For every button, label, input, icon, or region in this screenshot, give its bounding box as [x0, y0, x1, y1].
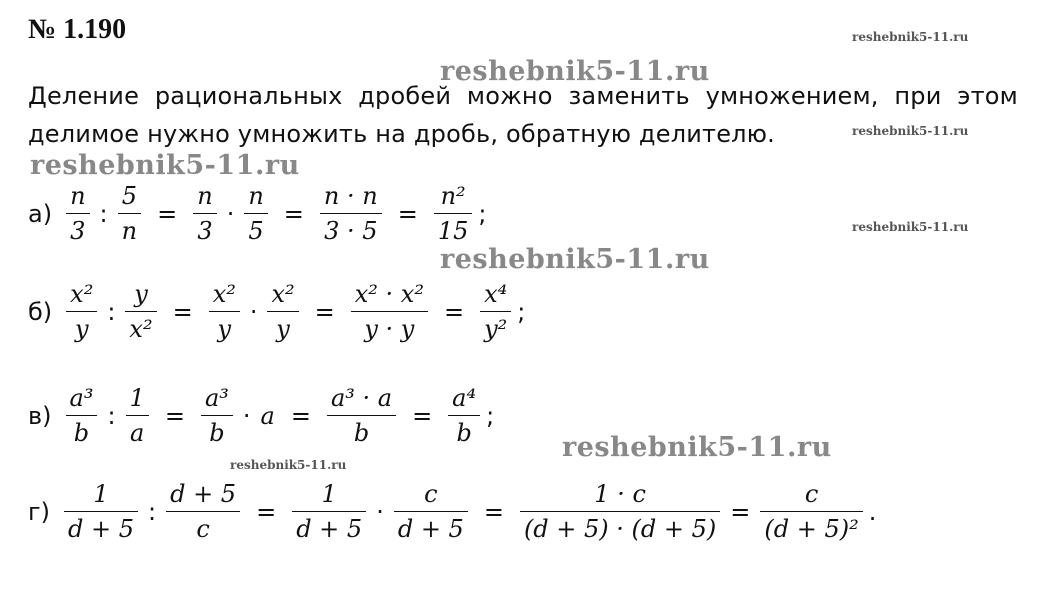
variable: a: [260, 401, 275, 430]
numerator: d + 5: [170, 480, 237, 508]
fraction: [126, 384, 149, 447]
equals-sign: =: [172, 297, 193, 326]
numerator: y: [134, 280, 148, 308]
item-label-v: в): [28, 401, 52, 430]
watermark-4: reshebnik5-11.ru: [852, 220, 969, 234]
fraction: [244, 182, 267, 245]
equation-g: [28, 480, 876, 543]
fraction: [66, 384, 98, 447]
word: этом: [957, 82, 1018, 110]
fraction: [760, 480, 862, 543]
fraction: [118, 182, 141, 245]
numerator: n: [70, 182, 86, 210]
numerator: 1: [321, 480, 337, 508]
watermark-3: reshebnik5-11.ru: [30, 150, 300, 181]
equals-sign: =: [397, 199, 418, 228]
numerator: 1: [93, 480, 109, 508]
denominator: d + 5: [394, 511, 468, 543]
numerator: x²: [70, 280, 94, 308]
equation-v: [28, 384, 494, 447]
colon-sign: :: [107, 401, 116, 430]
multiplier: [261, 402, 275, 430]
colon-sign: :: [99, 199, 108, 228]
colon-sign: :: [107, 297, 116, 326]
period: .: [868, 497, 877, 526]
numerator: n²: [440, 182, 466, 210]
word: Деление: [28, 82, 140, 110]
fraction: [351, 280, 428, 343]
numerator: a⁴: [452, 384, 477, 412]
watermark-header: reshebnik5-11.ru: [852, 30, 969, 44]
equals-sign: =: [283, 199, 304, 228]
fraction: [209, 280, 240, 343]
word: рациональных: [154, 82, 343, 110]
numerator: x² · x²: [354, 280, 424, 308]
denominator: 3 · 5: [320, 213, 382, 245]
denominator: y: [209, 311, 240, 343]
numerator: c: [804, 480, 819, 508]
dot-sign: ·: [376, 497, 384, 526]
numerator: 1: [129, 384, 145, 412]
semicolon: ;: [486, 401, 495, 430]
fraction: [193, 182, 216, 245]
watermark-1: reshebnik5-11.ru: [440, 56, 710, 87]
fraction: [64, 480, 138, 543]
dot-sign: ·: [226, 199, 235, 228]
fraction: [201, 384, 233, 447]
denominator: a: [126, 415, 149, 447]
item-label-g: г): [28, 497, 50, 526]
fraction: [320, 182, 382, 245]
fraction: [166, 480, 240, 543]
denominator: d + 5: [292, 511, 366, 543]
paragraph-line-1: [28, 78, 1018, 114]
denominator: c: [166, 511, 240, 543]
numerator: a³ · a: [330, 384, 393, 412]
denominator: x²: [125, 311, 156, 343]
numerator: c: [424, 480, 438, 508]
denominator: y²: [480, 311, 511, 343]
semicolon: ;: [478, 199, 487, 228]
numerator: x⁴: [484, 280, 508, 308]
denominator: 5: [244, 213, 267, 245]
denominator: b: [327, 415, 396, 447]
fraction: [66, 182, 89, 245]
equals-sign: =: [412, 401, 433, 430]
equation-b: [28, 280, 525, 343]
denominator: b: [448, 415, 480, 447]
watermark-7: reshebnik5-11.ru: [230, 458, 347, 472]
watermark-2: reshebnik5-11.ru: [852, 124, 969, 138]
word: умножением,: [705, 82, 879, 110]
denominator: (d + 5)²: [760, 511, 862, 543]
fraction: [480, 280, 511, 343]
word: дробей: [358, 82, 452, 110]
denominator: n: [118, 213, 141, 245]
fraction: [448, 384, 480, 447]
denominator: (d + 5) · (d + 5): [520, 511, 720, 543]
problem-number: № 1.190: [28, 14, 127, 45]
fraction: [267, 280, 298, 343]
numerator: n: [248, 182, 264, 210]
numerator: n: [197, 182, 213, 210]
dot-sign: ·: [249, 297, 258, 326]
denominator: b: [201, 415, 233, 447]
paragraph-line-2: делимое нужно умножить на дробь, обратную делителю.: [28, 120, 775, 148]
denominator: y: [267, 311, 298, 343]
numerator: 5: [121, 182, 138, 210]
watermark-5: reshebnik5-11.ru: [440, 244, 710, 275]
equals-sign: =: [483, 497, 504, 526]
fraction: [394, 480, 468, 543]
fraction: [434, 182, 473, 245]
numerator: x²: [212, 280, 236, 308]
colon-sign: :: [147, 497, 157, 526]
fraction: [66, 280, 97, 343]
denominator: 3: [193, 213, 216, 245]
watermark-6: reshebnik5-11.ru: [562, 432, 832, 463]
item-label-a: а): [28, 199, 53, 228]
equals-sign: =: [314, 297, 335, 326]
numerator: 1 · c: [594, 480, 646, 508]
semicolon: ;: [517, 297, 526, 326]
dot-sign: ·: [242, 401, 251, 430]
denominator: y: [66, 311, 97, 343]
denominator: 15: [434, 213, 473, 245]
denominator: d + 5: [64, 511, 138, 543]
equals-sign: =: [730, 497, 751, 526]
equals-sign: =: [157, 199, 178, 228]
equals-sign: =: [164, 401, 185, 430]
numerator: a³: [204, 384, 229, 412]
item-label-b: б): [28, 297, 53, 326]
equals-sign: =: [443, 297, 465, 326]
numerator: a³: [69, 384, 94, 412]
equals-sign: =: [256, 497, 277, 526]
word: можно: [466, 82, 553, 110]
word: заменить: [568, 82, 690, 110]
denominator: 3: [66, 213, 89, 245]
denominator: b: [66, 415, 98, 447]
numerator: x²: [271, 280, 295, 308]
equals-sign: =: [290, 401, 311, 430]
word: при: [894, 82, 942, 110]
equation-a: [28, 182, 486, 245]
fraction: [520, 480, 720, 543]
fraction: [327, 384, 396, 447]
denominator: y · y: [351, 311, 428, 343]
fraction: [292, 480, 366, 543]
numerator: n · n: [323, 182, 378, 210]
fraction: [125, 280, 156, 343]
